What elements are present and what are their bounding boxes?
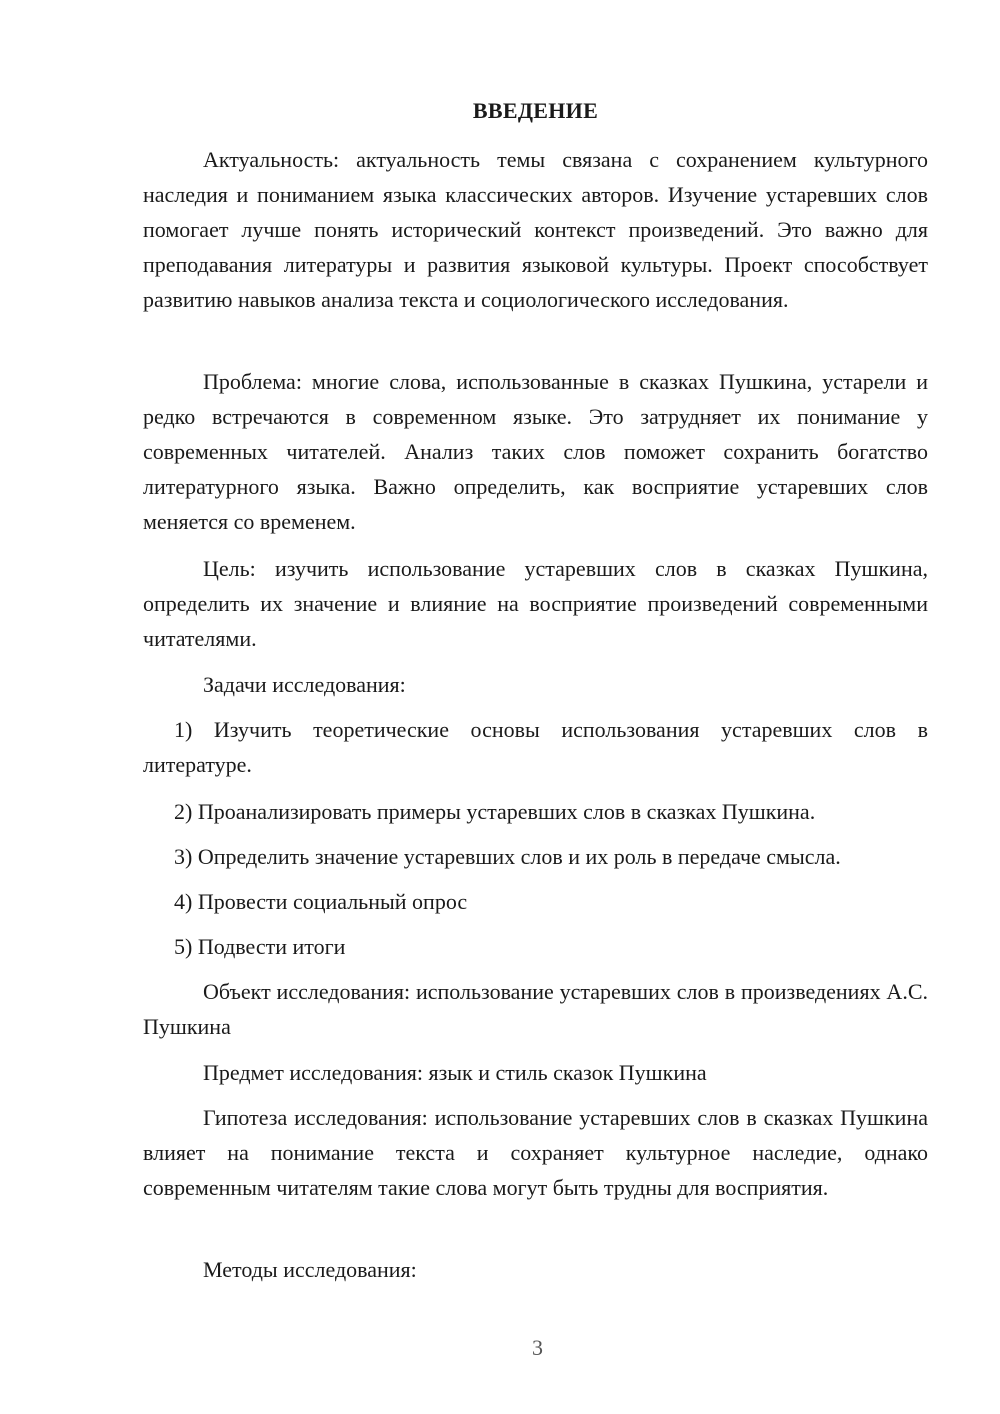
task-item-3: 3) Определить значение устаревших слов и их роль в передаче смысла.: [174, 844, 841, 869]
section-heading: ВВЕДЕНИЕ: [472, 98, 599, 123]
task-item-1: 1) Изучить теоретические основы использования устаревших слов в литературе.: [143, 717, 928, 777]
object-paragraph: Объект исследования: использование устаревших слов в произведениях А.С. Пушкина: [143, 979, 928, 1039]
task-item-4: 4) Провести социальный опрос: [174, 889, 468, 914]
hypothesis-paragraph: Гипотеза исследования: использование устаревших слов в сказках Пушкина влияет на понимание текста и сохраняет культурное наследие, однако современным читателям такие слова могут быть трудны для восприятия.: [143, 1105, 928, 1200]
tasks-heading: Задачи исследования:: [203, 672, 406, 697]
relevance-paragraph: Актуальность: актуальность темы связана с сохранением культурного наследия и пониманием языка классических авторов. Изучение устаревших слов помогает лучше понять исторический контекст произведений. Это важно для преподавания литературы и развития языковой культуры. Проект способствует развитию навыков анализа текста и социологического исследования.: [143, 147, 928, 312]
task-item-2: 2) Проанализировать примеры устаревших слов в сказках Пушкина.: [174, 799, 816, 824]
subject-paragraph: Предмет исследования: язык и стиль сказок Пушкина: [203, 1060, 707, 1085]
page-number: 3: [532, 1335, 543, 1360]
task-item-5: 5) Подвести итоги: [174, 934, 346, 959]
methods-heading: Методы исследования:: [203, 1257, 417, 1282]
problem-paragraph: Проблема: многие слова, использованные в сказках Пушкина, устарели и редко встречаются в современном языке. Это затрудняет их понимание у современных читателей. Анализ таких слов поможет сохранить богатство литературного языка. Важно определить, как восприятие устаревших слов меняется со временем.: [143, 369, 928, 534]
goal-paragraph: Цель: изучить использование устаревших слов в сказках Пушкина, определить их значение и влияние на восприятие произведений современными читателями.: [143, 556, 928, 651]
